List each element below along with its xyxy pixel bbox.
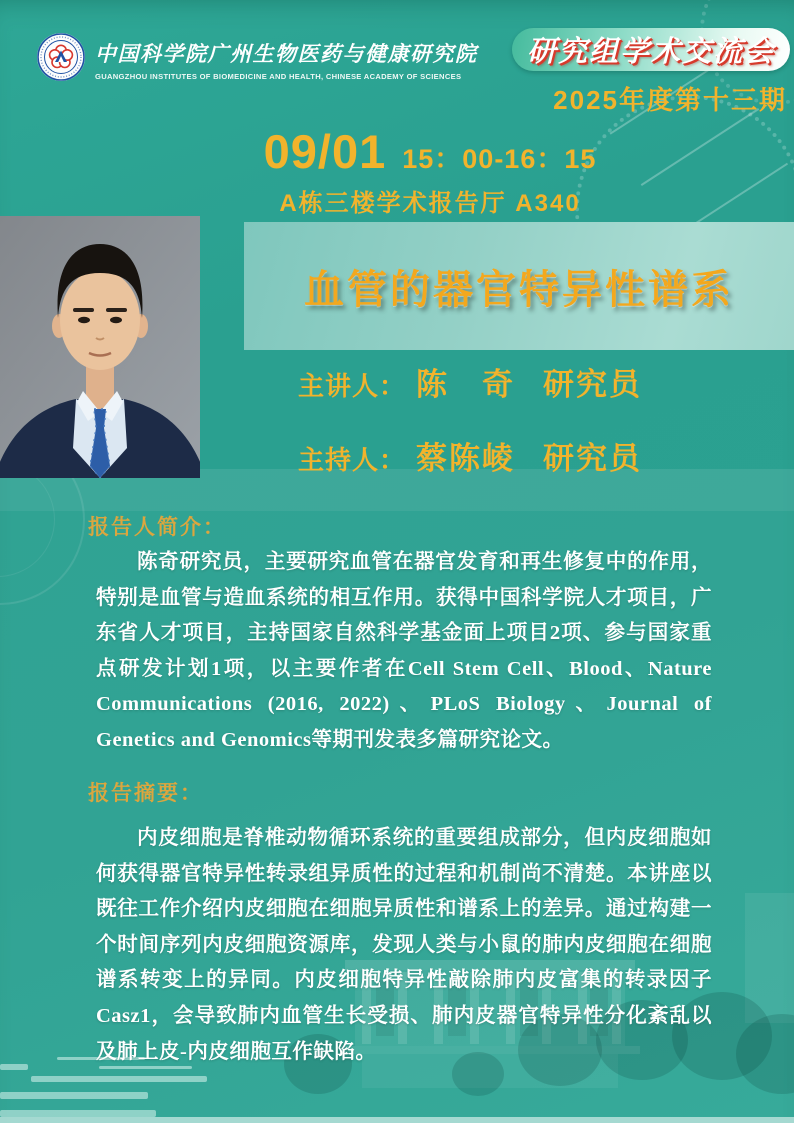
title-band [244, 222, 794, 350]
series-badge [512, 28, 790, 71]
event-date: 09/01 [263, 125, 387, 178]
bio-section-heading: 报告人简介： [88, 516, 226, 539]
institute-name-cn: 中国科学院广州生物医药与健康研究院 [95, 43, 478, 66]
host-label: 主持人： [298, 445, 407, 475]
issue-number: 2025年度第十三期 [553, 85, 787, 115]
speaker-name: 陈 奇 [416, 367, 516, 402]
bio-paragraph: 陈奇研究员，主要研究血管在器官发育和再生修复中的作用，特别是血管与造血系统的相互作用。获得中国科学院人才项目，广东省人才项目，主持国家自然科学基金面上项目2项、参与国家重点研发计划1项，以主要作者在Cell Stem Cell、Blood、Nature Communications (2016, 2022)、PLoS Biology、Journal of Genetics and Genomics等期刊发表多篇研究论文。 [96, 551, 712, 751]
datetime-row [130, 124, 730, 179]
institute-seal-icon [36, 32, 86, 82]
event-time: 15：00-16：15 [402, 144, 597, 174]
streak-decoration [31, 1076, 207, 1082]
streak-decoration [0, 1064, 28, 1070]
speaker-label: 主讲人： [298, 371, 407, 401]
speaker-portrait [0, 216, 200, 478]
series-badge-label: 研究组学术交流会 [526, 36, 775, 68]
institute-name-en: GUANGZHOU INSTITUTES OF BIOMEDICINE AND HEALTH, CHINESE ACADEMY OF SCIENCES [95, 72, 462, 81]
institute-name-block [95, 38, 495, 81]
bottom-edge-strip [0, 1117, 794, 1123]
abstract-paragraph: 内皮细胞是脊椎动物循环系统的重要组成部分，但内皮细胞如何获得器官特异性转录组异质性的过程和机制尚不清楚。本讲座以既往工作介绍内皮细胞在细胞异质性和谱系上的差异。通过构建一个时间序列内皮细胞资源库，发现人类与小鼠的肺内皮细胞在细胞谱系转变上的异同。内皮细胞特异性敲除肺内皮富集的转录因子Casz1，会导致肺内血管生长受损、肺内皮器官特异性分化紊乱以及肺上皮-内皮细胞互作缺陷。 [96, 827, 712, 1063]
speaker-row [298, 359, 642, 404]
abstract-section-heading: 报告摘要： [88, 782, 203, 805]
streak-decoration [0, 1110, 156, 1117]
host-row [298, 433, 642, 478]
speaker-title: 研究员 [543, 367, 643, 402]
host-name: 蔡陈崚 [416, 441, 516, 476]
talk-title: 血管的器官特异性谱系 [304, 267, 734, 312]
event-venue: A栋三楼学术报告厅 A340 [279, 190, 581, 217]
streak-decoration [0, 1092, 148, 1099]
host-title: 研究员 [543, 441, 643, 476]
